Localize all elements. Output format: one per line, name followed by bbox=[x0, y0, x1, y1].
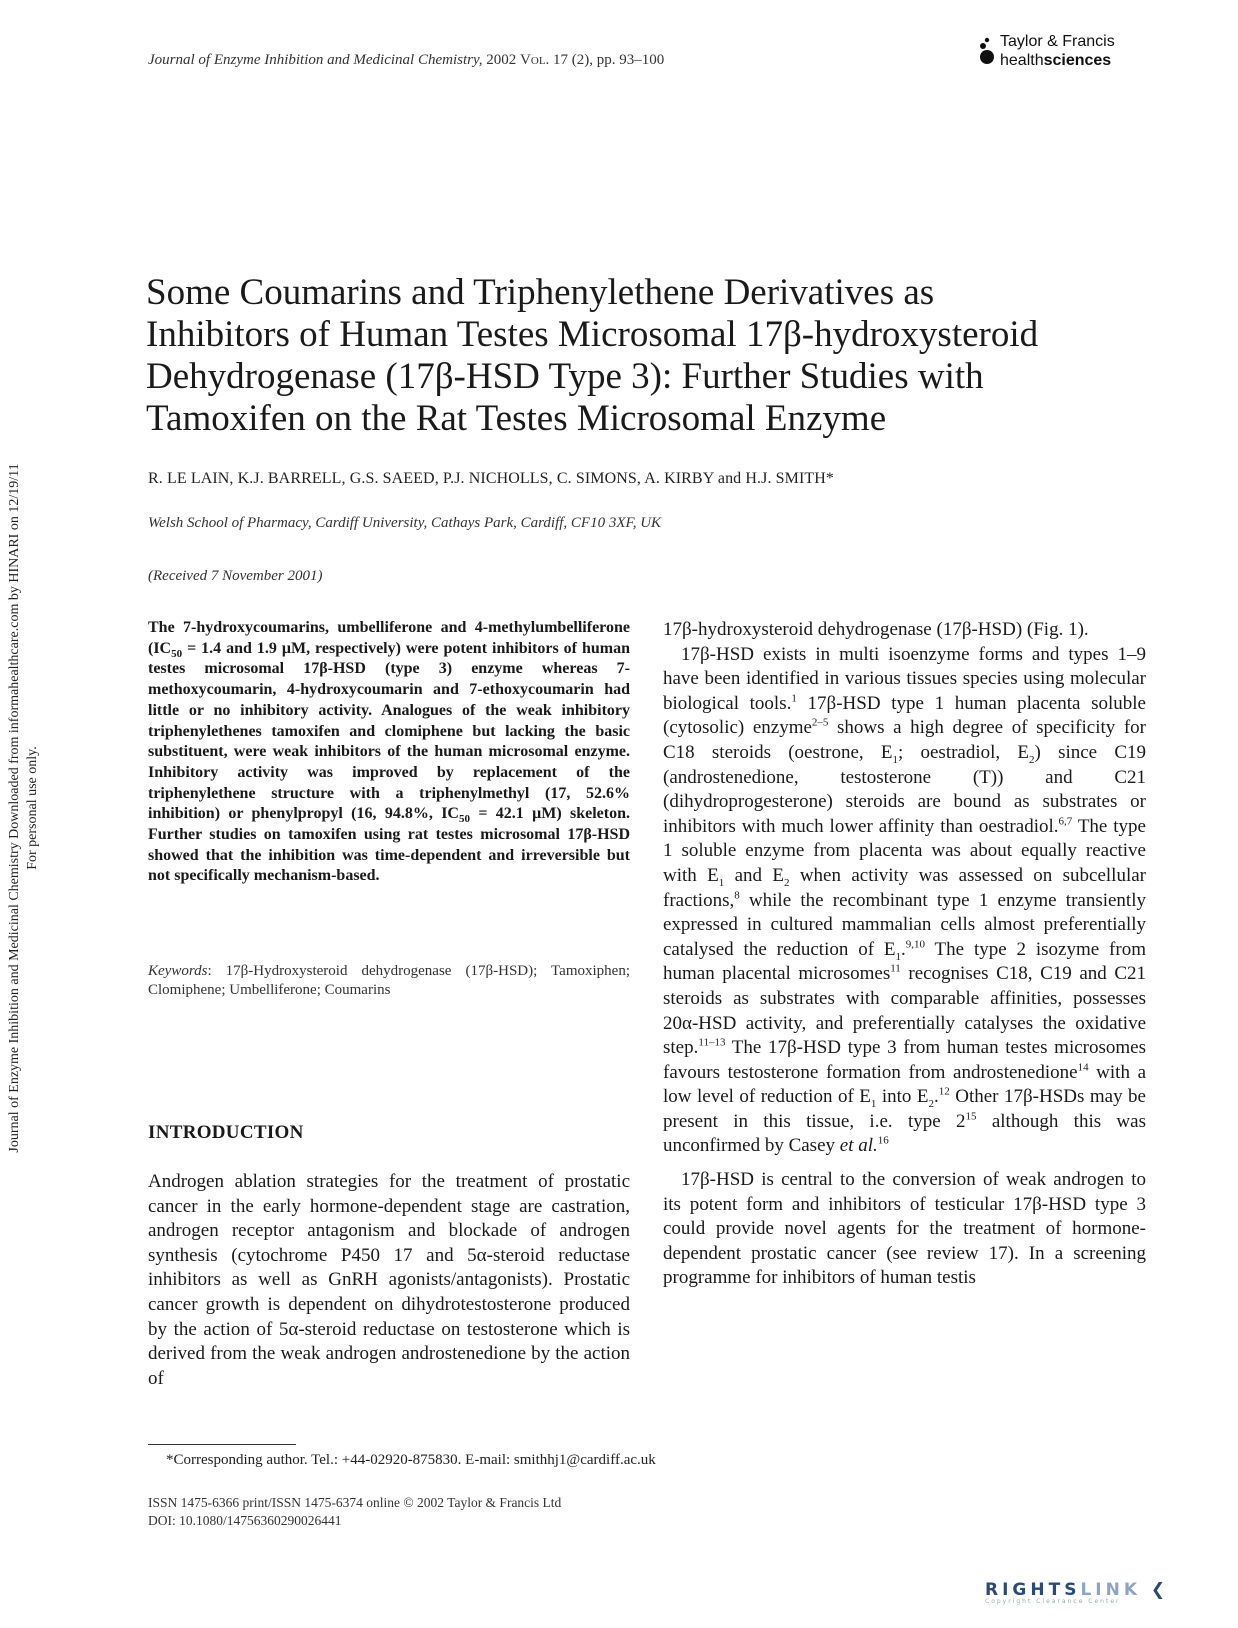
ic50-subscript: 50 bbox=[171, 647, 183, 660]
publisher-division bbox=[1000, 51, 1160, 70]
journal-citation bbox=[148, 52, 664, 69]
introduction-paragraph: Androgen ablation strategies for the treatment of prostatic cancer in the early hormone-dependent stage are castration, androgen receptor antagonism and blockade of androgen synthesis (cytochrome P450 17 and 5α-steroid reductase inhibitors as well as GnRH agonists/antagonists). Prostatic cancer growth is dependent on dihydrotestosterone produced by the action of 5α-steroid reductase on testosterone which is derived from the weak androgen androstenedione by the action of bbox=[148, 1171, 630, 1389]
download-note-line2: For personal use only. bbox=[25, 746, 40, 870]
abstract-part-3: = 42.1 μM) skeleton. Further studies on tamoxifen using rat testes microsomal 17β-HSD showed that the inhibition was time-dependent and irreversible but not specifically mechanism-based. bbox=[148, 805, 631, 885]
download-note-line1: Journal of Enzyme Inhibition and Medicinal Chemistry Downloaded from informahealthcare.com by HINARI on 12/19/11 bbox=[7, 463, 22, 1153]
issn-line: ISSN 1475-6366 print/ISSN 1475-6374 online © 2002 Taylor & Francis Ltd bbox=[148, 1495, 562, 1510]
rightslink-arrow-icon: ❮ bbox=[1141, 1580, 1170, 1600]
journal-volume-label: Vol. bbox=[520, 52, 550, 68]
publisher-name: Taylor & Francis bbox=[1000, 33, 1115, 50]
issn-block bbox=[148, 1494, 561, 1530]
section-heading-introduction: INTRODUCTION bbox=[148, 1122, 304, 1143]
right-paragraph-1: 17β-HSD exists in multi isoenzyme forms and types 1–9 have been identified in various tissues species using molecular biological tools.$^1$ 17β-HSD type 1 human placenta soluble (cytosolic) enzyme$^{2-5}$ shows a high degree of specificity for C18 steroids (oestrone, $E_1$; oestradiol, $E_2$) since C19 (androstenedione, testosterone (T)) and C21 (dihydroprogesterone) steroids are bound as substrates or inhibitors with much lower affinity than oestradiol.$^{6,7}$ The type 1 soluble enzyme from placenta was about equally reactive with $E_1$ and $E_2$ when activity was assessed on subcellular fractions,$^8$ while the recombinant type 1 enzyme transiently expressed in cultured mammalian cells almost preferentially catalysed the reduction of $E_1.^{9,10}$ The type 2 isozyme from human placental microsomes$^{11}$ recognises C18, C19 and C21 steroids as substrates with comparable affinities, possesses 20α-HSD activity, and preferentially catalyses the oxidative step.$^{11-13}$ The 17β-HSD type 3 from human testes microsomes favours testosterone formation from androstenedione$^{14}$ with a low level of reduction of $E_1$ into $E_2.^{12}$ Other 17β-HSDs may be present in this tissue, i.e. type $2^{15}$ although this was unconfirmed by Casey et al.$^{16}$ bbox=[663, 643, 1147, 1157]
title-line-2: Inhibitors of Human Testes Microsomal 17β-hydroxysteroid bbox=[146, 314, 1039, 355]
rightslink-word-a: RIGHTS bbox=[985, 1580, 1081, 1600]
journal-year: 2002 bbox=[486, 52, 517, 68]
title-line-4: Tamoxifen on the Rat Testes Microsomal Enzyme bbox=[146, 398, 887, 439]
download-note bbox=[0, 0, 40, 1628]
publisher-mark-icon bbox=[978, 36, 996, 66]
abstract-part-2: = 1.4 and 1.9 μM, respectively) were potent inhibitors of human testes microsomal 17β-HSD (type 3) enzyme whereas 7-methoxycoumarin, 4-hydroxycoumarin and 7-ethoxycoumarin had little or no inhibitory activity. Analogues of the weak inhibitory triphenylethenes tamoxifen and clomiphene but lacking the basic substituent, were weak inhibitors of the human microsomal enzyme. Inhibitory activity was improved by replacement of the triphenylethene structure with a triphenylmethyl (17, 52.6% inhibition) or phenylpropyl (16, 94.8%, IC bbox=[148, 639, 630, 823]
right-paragraph-2: 17β-HSD is central to the conversion of weak androgen to its potent form and inhibitors of testicular 17β-HSD type 3 could provide novel agents for the treatment of hormone-dependent prostatic cancer (see review 17). In a screening programme for inhibitors of human testis bbox=[663, 1169, 1146, 1289]
publisher-division-b: sciences bbox=[1043, 52, 1112, 69]
publisher-logo bbox=[1000, 32, 1160, 70]
publisher-division-a: health bbox=[1000, 52, 1044, 69]
keywords-text: : 17β-Hydroxysteroid dehydrogenase (17β-HSD); Tamoxiphen; Clomiphene; Umbelliferone; Coumarins bbox=[148, 963, 630, 998]
affiliation: Welsh School of Pharmacy, Cardiff University, Cathays Park, Cardiff, CF10 3XF, UK bbox=[148, 515, 662, 531]
right-column bbox=[663, 618, 1146, 1291]
keywords bbox=[148, 962, 630, 1000]
ic50-subscript-2: 50 bbox=[459, 813, 470, 826]
rightslink-subtitle: Copyright Clearance Center bbox=[985, 1598, 1121, 1605]
abstract-part-1: The 7-hydroxycoumarins, umbelliferone and 4-methylumbelliferone (IC bbox=[148, 619, 630, 657]
right-paragraph-0: 17β-hydroxysteroid dehydrogenase (17β-HSD) (Fig. 1). bbox=[663, 619, 1089, 640]
journal-name: Journal of Enzyme Inhibition and Medicinal Chemistry, bbox=[148, 52, 483, 68]
corresponding-author-footnote: *Corresponding author. Tel.: +44-02920-875830. E-mail: smithhj1@cardiff.ac.uk bbox=[166, 1452, 656, 1468]
author-list: R. LE LAIN, K.J. BARRELL, G.S. SAEED, P.J. NICHOLLS, C. SIMONS, A. KIRBY and H.J. SMITH* bbox=[148, 470, 835, 487]
rightslink-wordmark bbox=[985, 1580, 1205, 1600]
paper-title bbox=[146, 272, 1166, 440]
journal-volume-pages: 17 (2), pp. 93–100 bbox=[553, 52, 665, 68]
rightslink-word-b: LINK bbox=[1080, 1580, 1141, 1600]
title-line-1: Some Coumarins and Triphenylethene Derivatives as bbox=[146, 272, 935, 313]
footnote-divider bbox=[148, 1444, 296, 1445]
doi-line: DOI: 10.1080/14756360290026441 bbox=[148, 1513, 342, 1528]
title-line-3: Dehydrogenase (17β-HSD Type 3): Further Studies with bbox=[146, 356, 984, 397]
abstract bbox=[148, 618, 630, 887]
rightslink-logo[interactable] bbox=[985, 1580, 1205, 1614]
keywords-label: Keywords bbox=[148, 963, 208, 979]
received-date: (Received 7 November 2001) bbox=[148, 568, 323, 584]
